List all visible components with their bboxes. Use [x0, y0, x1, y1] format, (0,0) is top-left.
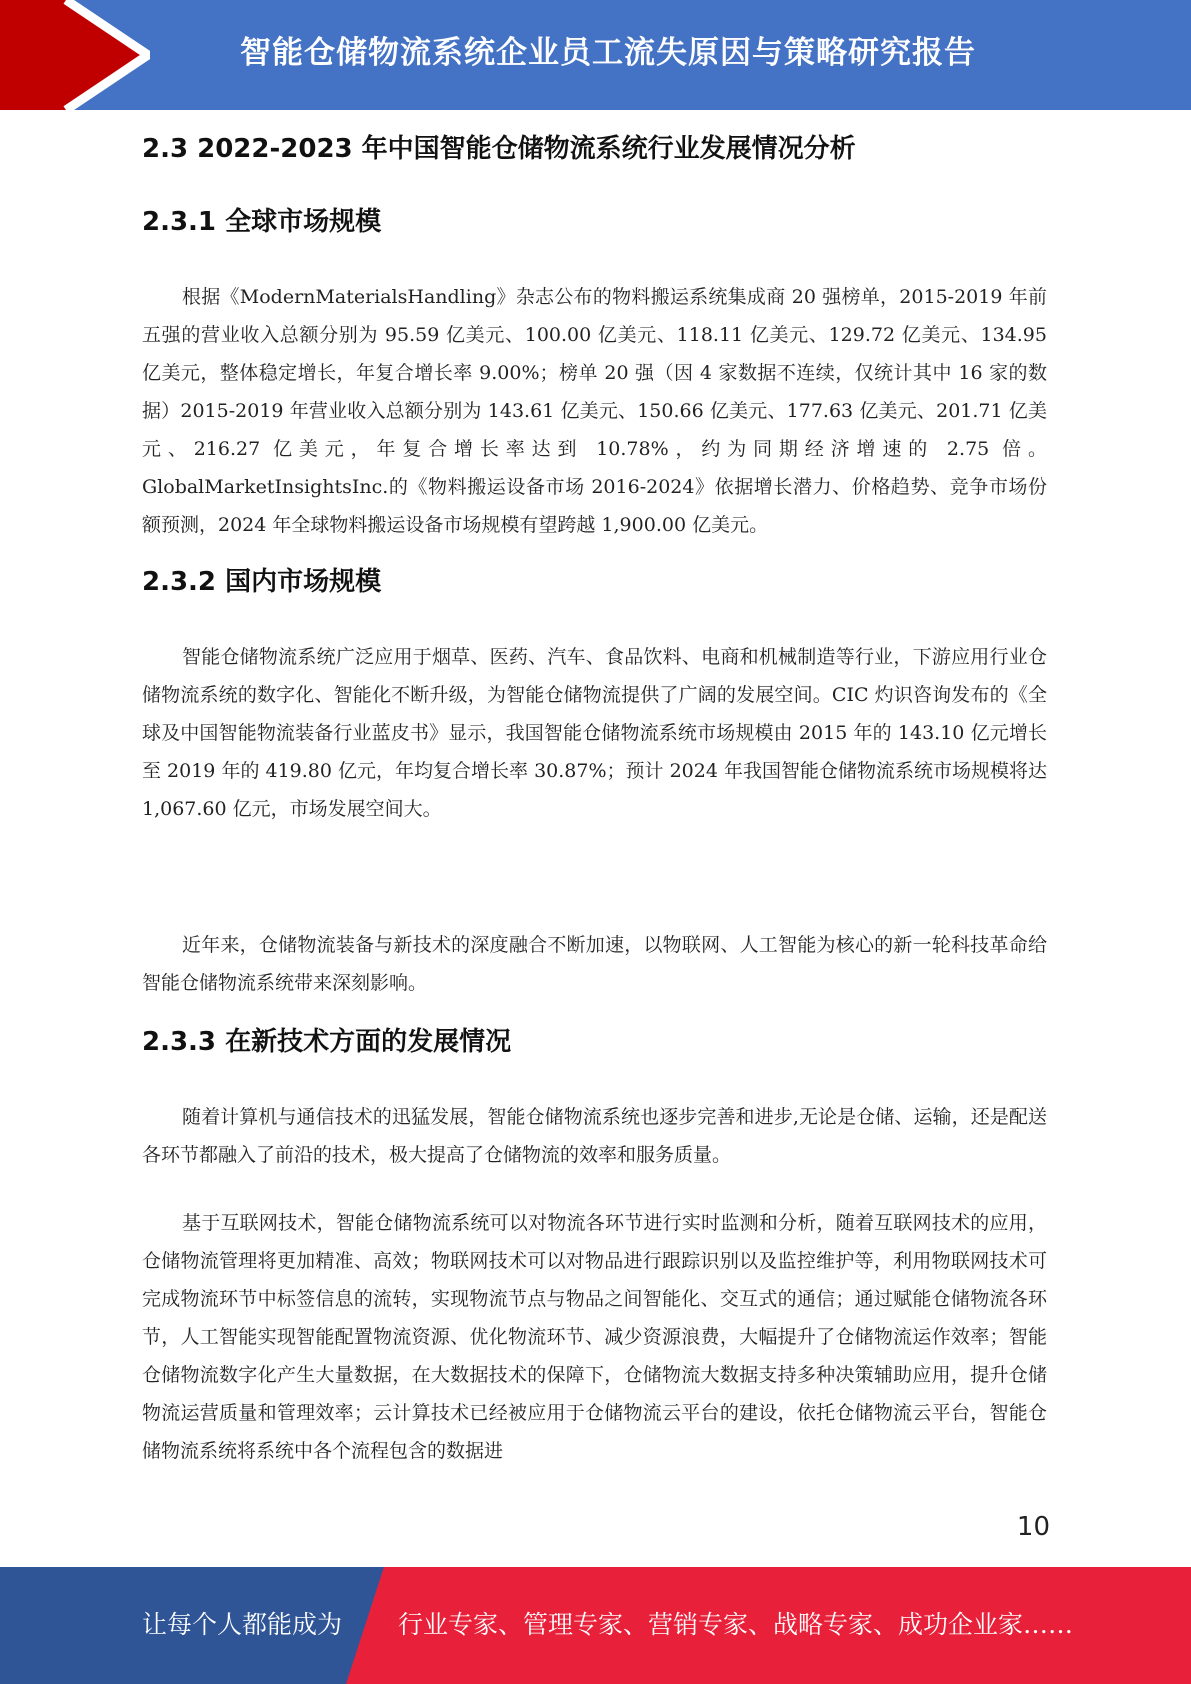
subsection-heading-domestic-market: 2.3.2 国内市场规模 [142, 567, 382, 597]
paragraph-global-market: 根据《ModernMaterialsHandling》杂志公布的物料搬运系统集成商 20 强榜单，2015-2019 年前五强的营业收入总额分别为 95.59 亿美元、100.00 亿美元、118.11 亿美元、129.72 亿美元、134.95 亿美元，整体稳定增长，年复合增长率 9.00%；榜单 20 强（因 4 家数据不连续，仅统计其中 16 家的数据）2015-2019 年营业收入总额分别为 143.61 亿美元、150.66 亿美元、177.63 亿美元、201.71 亿美元、216.27 亿美元，年复合增长率达到 10.78%，约为同期经济增速的 2.75 倍。GlobalMarketInsightsInc.的《物料搬运设备市场 2016-2024》依据增长潜力、价格趋势、竞争市场份额预测，2024 年全球物料搬运设备市场规模有望跨越 1,900.00 亿美元。 [142, 286, 1047, 536]
report-title: 智能仓储物流系统企业员工流失原因与策略研究报告 [240, 35, 976, 71]
paragraph-new-tech-2: 基于互联网技术，智能仓储物流系统可以对物流各环节进行实时监测和分析，随着互联网技术的应用，仓储物流管理将更加精准、高效；物联网技术可以对物品进行跟踪识别以及监控维护等，利用物联网技术可完成物流环节中标签信息的流转，实现物流节点与物品之间智能化、交互式的通信；通过赋能仓储物流各环节，人工智能实现智能配置物流资源、优化物流环节、减少资源浪费，大幅提升了仓储物流运作效率；智能仓储物流数字化产生大量数据，在大数据技术的保障下，仓储物流大数据支持多种决策辅助应用，提升仓储物流运营质量和管理效率；云计算技术已经被应用于仓储物流云平台的建设，依托仓储物流云平台，智能仓储物流系统将系统中各个流程包含的数据进 [142, 1212, 1047, 1462]
paragraph-domestic-market: 智能仓储物流系统广泛应用于烟草、医药、汽车、食品饮料、电商和机械制造等行业，下游应用行业仓储物流系统的数字化、智能化不断升级，为智能仓储物流提供了广阔的发展空间。CIC 灼识咨询发布的《全球及中国智能物流装备行业蓝皮书》显示，我国智能仓储物流系统市场规模由 2015 年的 143.10 亿元增长至 2019 年的 419.80 亿元，年均复合增长率 30.87%；预计 2024 年我国智能仓储物流系统市场规模将达 1,067.60 亿元，市场发展空间大。 [142, 646, 1047, 820]
page-number: 10 [1016, 1512, 1050, 1542]
main-content [142, 120, 1047, 1470]
footer-slogan: 让每个人都能成为 [142, 1610, 343, 1639]
subsection-heading-global-market: 2.3.1 全球市场规模 [142, 207, 382, 237]
footer-roles: 行业专家、管理专家、营销专家、战略专家、成功企业家…… [398, 1610, 1074, 1639]
subsection-heading-new-tech: 2.3.3 在新技术方面的发展情况 [142, 1027, 512, 1057]
paragraph-new-tech-intro: 近年来，仓储物流装备与新技术的深度融合不断加速，以物联网、人工智能为核心的新一轮科技革命给智能仓储物流系统带来深刻影响。 [142, 934, 1047, 994]
header-arrow-icon [0, 0, 150, 110]
page-header [0, 0, 1191, 110]
paragraph-new-tech-1: 随着计算机与通信技术的迅猛发展，智能仓储物流系统也逐步完善和进步,无论是仓储、运输，还是配送各环节都融入了前沿的技术，极大提高了仓储物流的效率和服务质量。 [142, 1106, 1047, 1166]
section-heading: 2.3 2022-2023 年中国智能仓储物流系统行业发展情况分析 [142, 134, 856, 164]
page-footer [0, 1567, 1191, 1684]
